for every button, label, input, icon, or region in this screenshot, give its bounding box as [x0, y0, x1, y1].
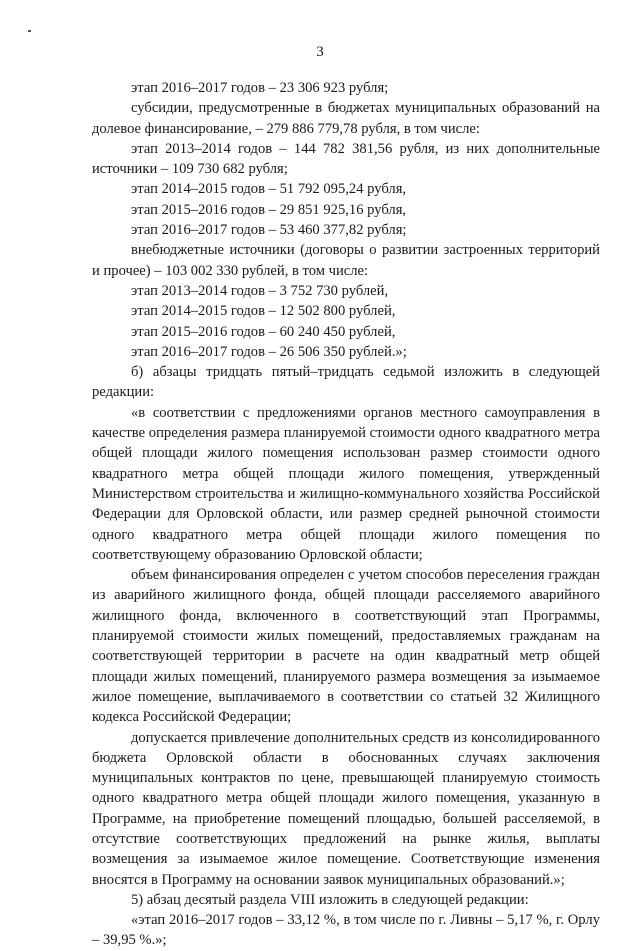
paragraph: внебюджетные источники (договоры о развитии застроенных территорий и прочее) – 103 002 330 рублей, в том числе:: [92, 242, 600, 279]
paragraph: этап 2013–2014 годов – 3 752 730 рублей,: [131, 282, 389, 299]
paragraph: субсидии, предусмотренные в бюджетах муниципальных образований на долевое финансирование, – 279 886 779,78 рубля, в том числе:: [92, 100, 600, 137]
paragraph: этап 2013–2014 годов – 144 782 381,56 рубля, из них дополнительные источники – 109 730 682 рубля;: [92, 140, 600, 178]
scan-speck: [28, 30, 31, 32]
document-body: [92, 78, 600, 951]
paragraph: этап 2016–2017 годов – 53 460 377,82 рубля;: [131, 222, 407, 239]
paragraph: этап 2015–2016 годов – 29 851 925,16 рубля,: [131, 201, 407, 218]
paragraph: б) абзацы тридцать пятый–тридцать седьмой изложить в следующей редакции:: [92, 364, 600, 401]
paragraph: этап 2016–2017 годов – 26 506 350 рублей.»;: [131, 343, 407, 360]
paragraph: 5) абзац десятый раздела VIII изложить в следующей редакции:: [131, 891, 529, 908]
paragraph: «этап 2016–2017 годов – 33,12 %, в том числе по г. Ливны – 5,17 %, г. Орлу – 39,95 %.»;: [92, 912, 600, 949]
paragraph: объем финансирования определен с учетом способов переселения граждан из аварийного жилищного фонда, общей площади расселяемого аварийного жилищного фонда, включенного в соответствующий этап Программы, планируемой стоимости жилых помещений, предоставляемых гражданам на соответствующей территории в расчете на один квадратный метр общей площади жилых помещений, планируемого размера возмещения за изымаемое жилое помещение, выплачиваемого в соответствии со статьей 32 Жилищного кодекса Российской Федерации;: [92, 567, 600, 726]
paragraph: допускается привлечение дополнительных средств из консолидированного бюджета Орловской области в обоснованных случаях заключения муниципальных контрактов по цене, превышающей планируемую стоимость одного квадратного метра общей площади жилого помещения, указанную в Программе, на приобретение помещений площадью, большей расселяемой, в отсутствие соответствующих предложений на рынке жилья, выплаты возмещения за изымаемое жилое помещение. Соответствующие изменения вносятся в Программу на основании заявок муниципальных образований.»;: [92, 729, 600, 888]
paragraph: этап 2014–2015 годов – 51 792 095,24 рубля,: [131, 181, 407, 198]
paragraph: этап 2015–2016 годов – 60 240 450 рублей,: [131, 323, 396, 340]
paragraph: этап 2016–2017 годов – 23 306 923 рубля;: [131, 80, 389, 96]
paragraph: этап 2014–2015 годов – 12 502 800 рублей,: [131, 303, 396, 320]
page-number: 3: [316, 44, 324, 60]
paragraph: «в соответствии с предложениями органов местного самоуправления в качестве определения размера планируемой стоимости одного квадратного метра общей площади жилого помещения использован размер стоимости одного квадратного метра общей площади жилого помещения, утвержденный Министерством строительства и жилищно-коммунального хозяйства Российской Федерации для Орловской области, или размер средней рыночной стоимости одного квадратного метра общей площади жилого помещения по соответствующему образованию Орловской области;: [92, 404, 600, 563]
